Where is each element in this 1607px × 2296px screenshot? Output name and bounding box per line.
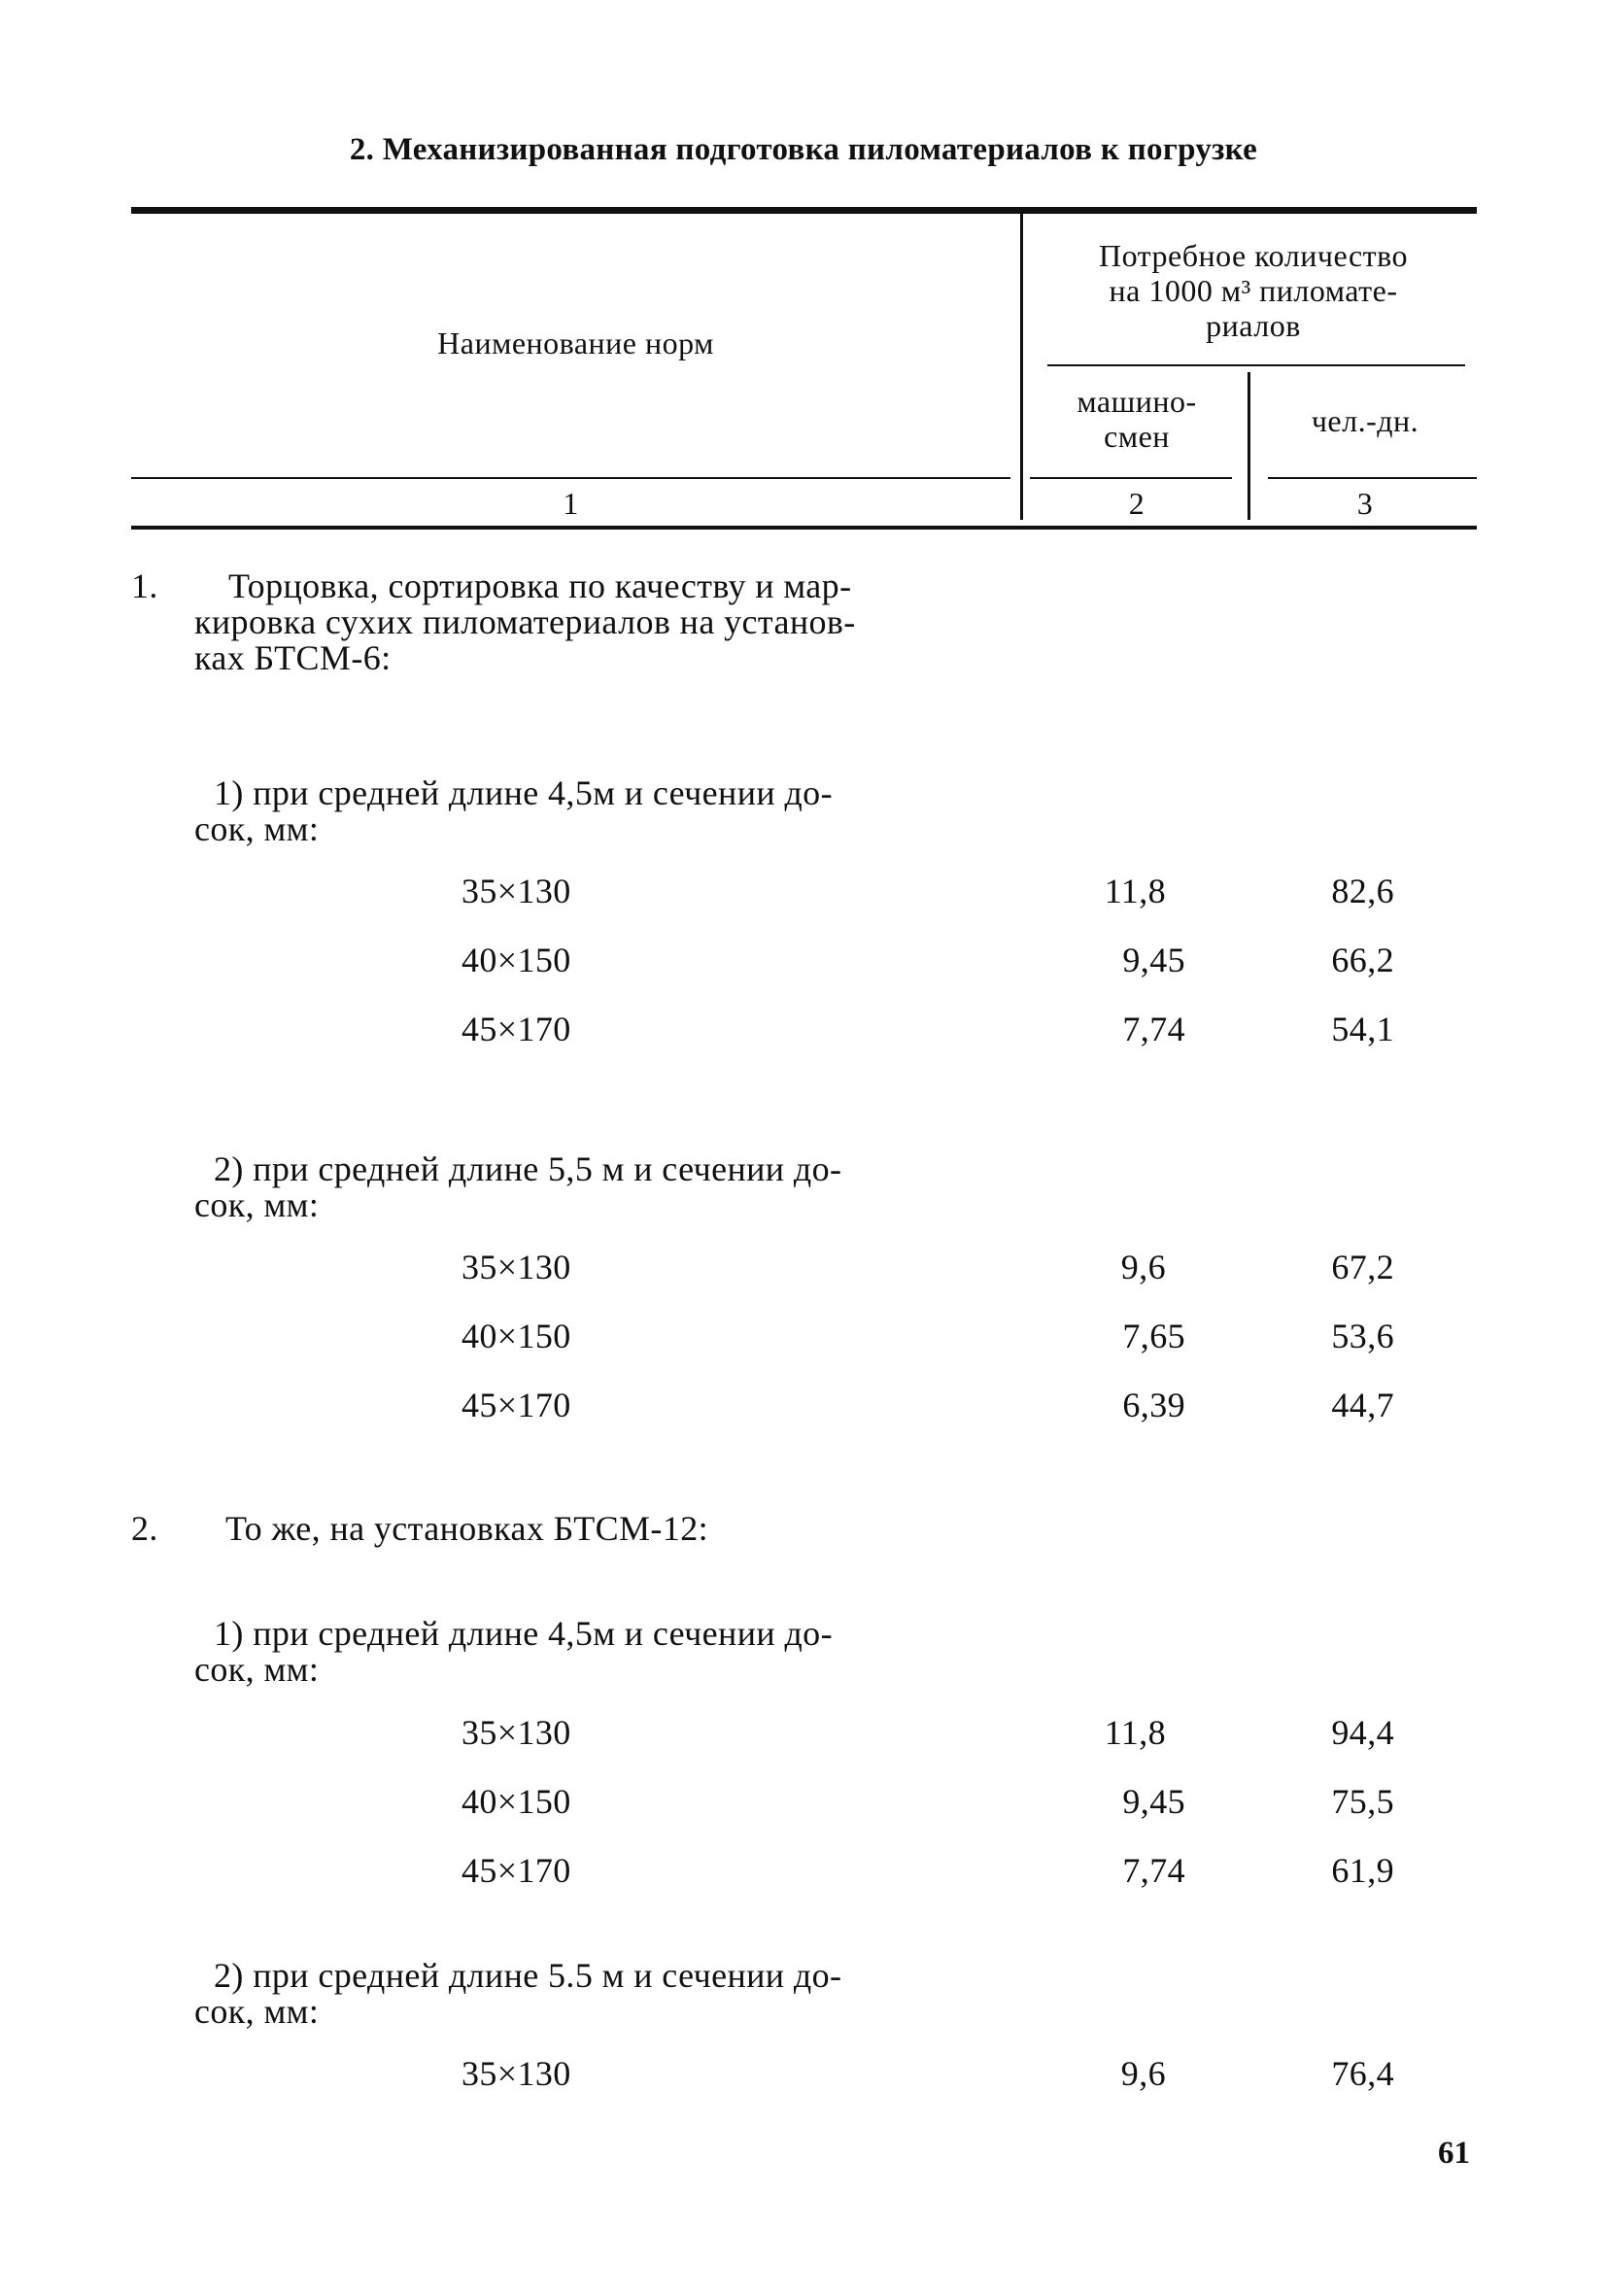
- man-days-value: 44,7: [1331, 1386, 1394, 1424]
- column-header-machine-shifts: [1030, 384, 1244, 454]
- header-vertical-divider: [1020, 214, 1023, 520]
- column-group-header: [1030, 238, 1477, 343]
- section-size: 45×170: [462, 1010, 571, 1048]
- machine-shifts-value: 9,45: [1122, 941, 1185, 979]
- column-number: 1: [563, 486, 579, 521]
- machine-shifts-value: 7,74: [1122, 1851, 1185, 1890]
- text-line: сок, мм:: [194, 1992, 320, 2031]
- group-underline: [1047, 364, 1465, 366]
- group-header-line: риалов: [1206, 308, 1301, 343]
- text-line: 1) при средней длине 4,5м и сечении до-: [214, 1614, 833, 1653]
- man-days-value: 53,6: [1331, 1317, 1394, 1355]
- text-line: 2) при средней длине 5.5 м и сечении до-: [214, 1956, 842, 1995]
- subitem-description: [194, 1616, 991, 1688]
- subitem-description: [194, 775, 991, 847]
- section-size: 35×130: [462, 1713, 571, 1752]
- group-header-line: на 1000 м³ пиломате-: [1109, 273, 1398, 308]
- text-line: сок, мм:: [194, 1650, 320, 1689]
- header-bottom-rule: [131, 526, 1477, 530]
- item-number: 1.: [131, 566, 158, 605]
- column-header-man-days: чел.-дн.: [1311, 403, 1419, 438]
- subitem-description: [194, 1958, 991, 2030]
- section-size: 40×150: [462, 1782, 571, 1821]
- man-days-value: 67,2: [1331, 1248, 1394, 1286]
- text-line: 1) при средней длине 4,5м и сечении до-: [214, 773, 833, 812]
- text-line: 2) при средней длине 5,5 м и сечении до-: [214, 1149, 842, 1188]
- man-days-value: 76,4: [1331, 2054, 1394, 2093]
- item-number: 2.: [131, 1509, 158, 1548]
- man-days-value: 94,4: [1331, 1713, 1394, 1752]
- section-size: 40×150: [462, 941, 571, 979]
- item-description: [194, 568, 991, 676]
- column-header-name: Наименование норм: [437, 326, 714, 360]
- subcolumn-divider: [1248, 372, 1250, 520]
- col2-header-underline: [1030, 477, 1232, 479]
- text-line: кировка сухих пиломатериалов на установ-: [194, 602, 856, 641]
- text-line: ках БТСМ-6:: [194, 638, 392, 677]
- subitem-description: [194, 1151, 991, 1223]
- section-size: 45×170: [462, 1851, 571, 1890]
- section-size: 35×130: [462, 872, 571, 910]
- column-number: 3: [1356, 486, 1374, 521]
- man-days-value: 61,9: [1331, 1851, 1394, 1890]
- machine-shifts-value: 9,6: [1120, 2054, 1166, 2093]
- machine-shifts-value: 6,39: [1122, 1386, 1185, 1424]
- machine-shifts-value: 7,65: [1122, 1317, 1185, 1355]
- header-top-rule: [131, 207, 1477, 214]
- section-size: 40×150: [462, 1317, 571, 1355]
- man-days-value: 54,1: [1331, 1010, 1394, 1048]
- section-size: 35×130: [462, 2054, 571, 2093]
- machine-shifts-value: 9,45: [1122, 1782, 1185, 1821]
- man-days-value: 75,5: [1331, 1782, 1394, 1821]
- machine-shifts-value: 7,74: [1122, 1010, 1185, 1048]
- column-number: 2: [1128, 486, 1145, 521]
- col1-header-underline: [131, 477, 1010, 479]
- group-header-line: Потребное количество: [1098, 238, 1409, 273]
- machine-shifts-value: 11,8: [1104, 872, 1166, 910]
- header-line: смен: [1104, 419, 1170, 454]
- page-number: 61: [1438, 2136, 1470, 2171]
- section-size: 45×170: [462, 1386, 571, 1424]
- header-line: машино-: [1077, 384, 1197, 419]
- text-line: сок, мм:: [194, 1185, 320, 1224]
- text-line: сок, мм:: [194, 809, 320, 848]
- page-title: 2. Механизированная подготовка пиломатериалов к погрузке: [349, 132, 1258, 167]
- text-line: Торцовка, сортировка по качеству и мар-: [228, 566, 852, 605]
- machine-shifts-value: 9,6: [1120, 1248, 1166, 1286]
- man-days-value: 82,6: [1331, 872, 1394, 910]
- col3-header-underline: [1268, 477, 1477, 479]
- item-description: То же, на установках БТСМ-12:: [225, 1509, 709, 1548]
- man-days-value: 66,2: [1331, 941, 1394, 979]
- machine-shifts-value: 11,8: [1104, 1713, 1166, 1752]
- section-size: 35×130: [462, 1248, 571, 1286]
